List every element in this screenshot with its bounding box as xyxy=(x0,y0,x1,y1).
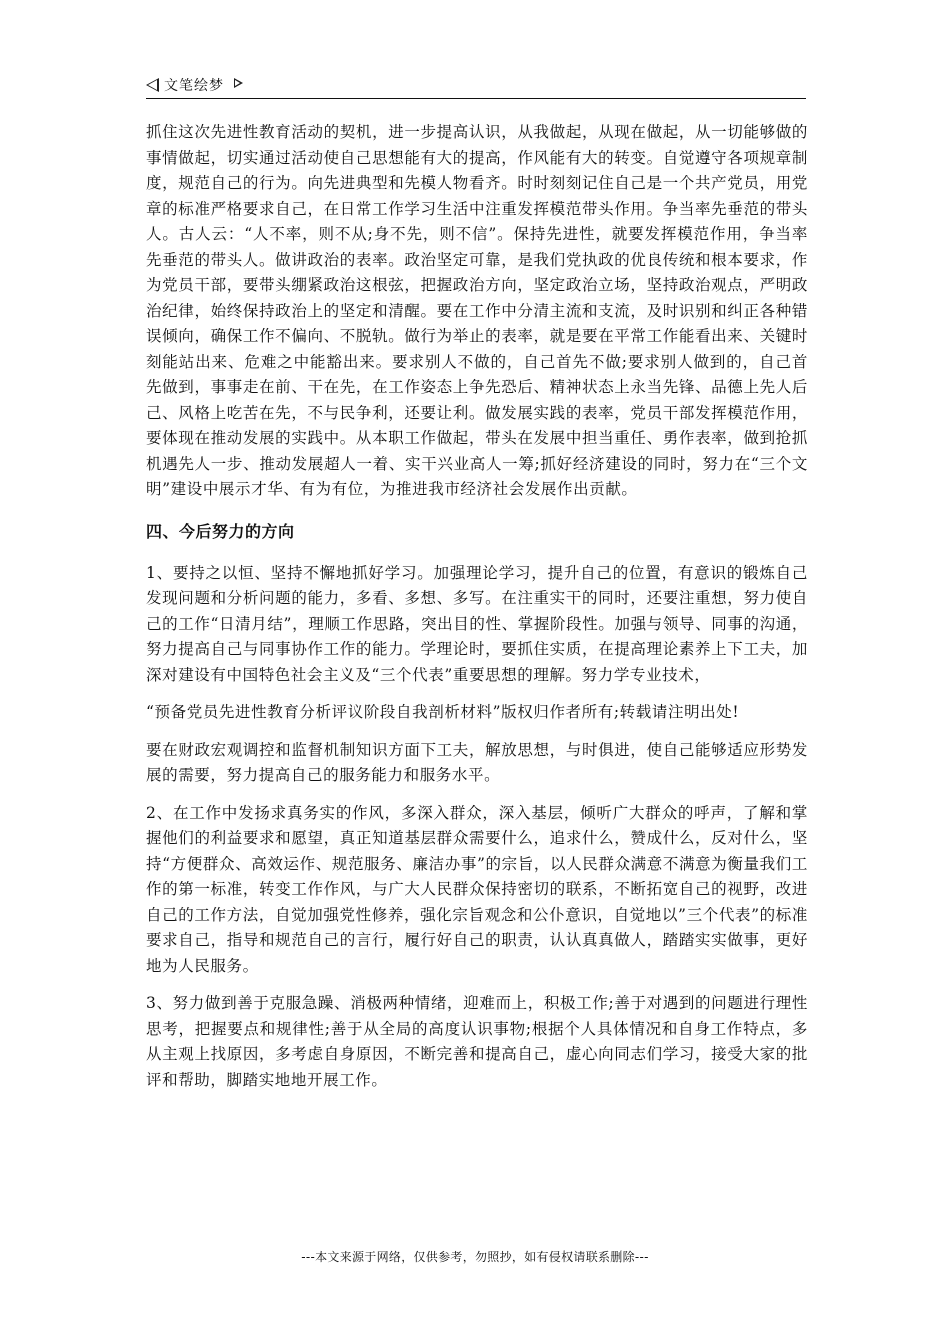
paragraph-item-1-continued: 要在财政宏观调控和监督机制知识方面下工夫，解放思想，与时俱进，使自己能够适应形势发展的需要，努力提高自己的服务能力和服务水平。 xyxy=(146,740,808,784)
document-body xyxy=(146,120,808,1093)
paragraph-item-2: 2、在工作中发扬求真务实的作风，多深入群众，深入基层，倾听广大群众的呼声，了解和掌握他们的利益要求和愿望，真正知道基层群众需要什么，追求什么，赞成什么，反对什么，坚持“方便群众、高效运作、规范服务、廉洁办事”的宗旨，以人民群众满意不满意为衡量我们工作的第一标准，转变工作作风，与广大人民群众保持密切的联系，不断拓宽自己的视野，改进自己的工作方法，自觉加强党性修养，强化宗旨观念和公仆意识，自觉地以”三个代表”的标准要求自己，指导和规范自己的言行，履行好自己的职责，认认真真做人，踏踏实实做事，更好地为人民服务。 xyxy=(146,803,808,975)
header-title: 文笔绘梦 xyxy=(164,78,224,94)
copyright-note: “预备党员先进性教育分析评议阶段自我剖析材料”版权归作者所有;转载请注明出处! xyxy=(146,703,740,721)
page-header xyxy=(146,74,806,98)
paragraph-item-1: 1、要持之以恒、坚持不懈地抓好学习。加强理论学习，提升自己的位置，有意识的锻炼自己发现问题和分析问题的能力，多看、多想、多写。在注重实干的同时，还要注重想，努力使自己的工作“日清月结”，理顺工作思路，突出目的性、掌握阶段性。加强与领导、同事的沟通，努力提高自己与同事协作工作的能力。学理论时，要抓住实质，在提高理论素养上下工夫，加深对建设有中国特色社会主义及“三个代表”重要思想的理解。努力学专业技术， xyxy=(146,563,808,684)
triangle-right-icon xyxy=(234,78,243,88)
paragraph-item-3: 3、努力做到善于克服急躁、消极两种情绪，迎难而上，积极工作;善于对遇到的问题进行理性思考，把握要点和规律性;善于从全局的高度认识事物;根据个人具体情况和自身工作特点，多从主观上找原因，多考虑自身原因，不断完善和提高自己，虚心向同志们学习，接受大家的批评和帮助，脚踏实地地开展工作。 xyxy=(146,994,808,1089)
section-heading: 四、今后努力的方向 xyxy=(146,521,295,541)
footer-disclaimer: ---本文来源于网络，仅供参考，勿照抄，如有侵权请联系删除--- xyxy=(301,1250,649,1264)
triangle-left-icon xyxy=(146,78,159,92)
header-divider xyxy=(146,98,806,99)
paragraph-intro: 抓住这次先进性教育活动的契机，进一步提高认识，从我做起，从现在做起，从一切能够做的事情做起，切实通过活动使自己思想能有大的提高，作风能有大的转变。自觉遵守各项规章制度，规范自己的行为。向先进典型和先模人物看齐。时时刻刻记住自己是一个共产党员，用党章的标准严格要求自己，在日常工作学习生活中注重发挥模范带头作用。争当率先垂范的带头人。古人云：“人不率，则不从;身不先，则不信”。保持先进性，就要发挥模范作用，争当率先垂范的带头人。做讲政治的表率。政治坚定可靠，是我们党执政的优良传统和根本要求，作为党员干部，要带头绷紧政治这根弦，把握政治方向，坚定政治立场，坚持政治观点，严明政治纪律，始终保持政治上的坚定和清醒。要在工作中分清主流和支流，及时识别和纠正各种错误倾向，确保工作不偏向、不脱轨。做行为举止的表率，就是要在平常工作能看出来、关键时刻能站出来、危难之中能豁出来。要求别人不做的，自己首先不做;要求别人做到的，自己首先做到，事事走在前、干在先，在工作姿态上争先恐后、精神状态上永当先锋、品德上先人后己、风格上吃苦在先，不与民争利，还要让利。做发展实践的表率，党员干部发挥模范作用，要体现在推动发展的实践中。从本职工作做起，带头在发展中担当重任、勇作表率，做到抢抓机遇先人一步、推动发展超人一着、实干兴业高人一筹;抓好经济建设的同时，努力在“三个文明”建设中展示才华、有为有位，为推进我市经济社会发展作出贡献。 xyxy=(146,123,808,498)
